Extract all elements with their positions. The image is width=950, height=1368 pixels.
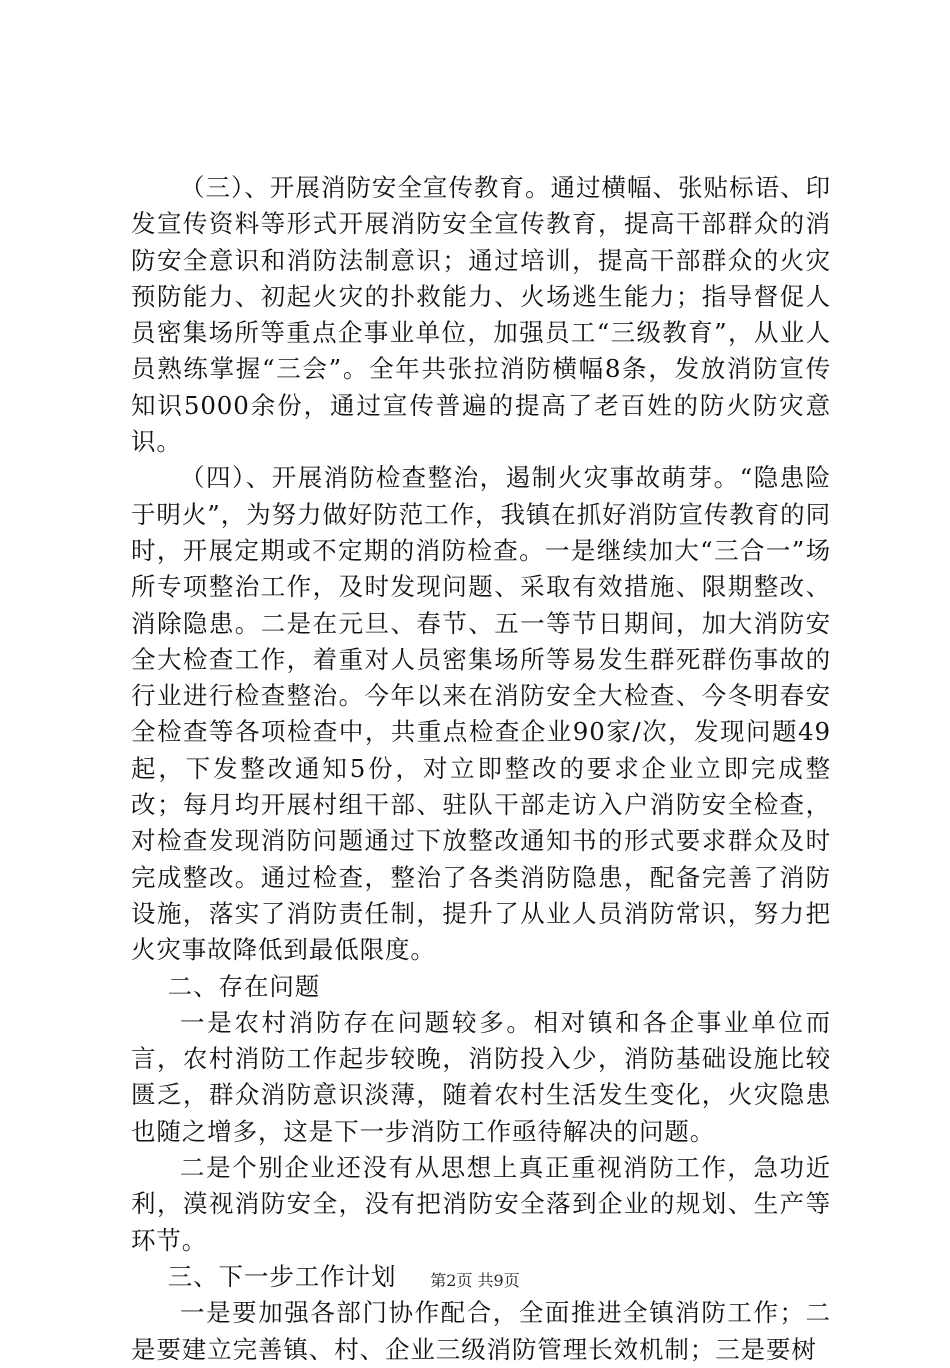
page-footer: 第2页 共9页 — [430, 1271, 520, 1290]
document-body — [131, 170, 831, 1368]
section-heading-next-plan: 三、下一步工作计划 — [167, 1261, 397, 1291]
paragraph-problem-one: 一是农村消防存在问题较多。相对镇和各企事业单位而言，农村消防工作起步较晚，消防投入少，消防基础设施比较匮乏，群众消防意识淡薄，随着农村生活发生变化，火灾隐患也随之增多，这是下一步消防工作亟待解决的问题。 — [131, 1007, 831, 1146]
paragraph-plan-one: 一是要加强各部门协作配合，全面推进全镇消防工作；二是要建立完善镇、村、企业三级消防管理长效机制；三是要树 — [131, 1298, 831, 1364]
paragraph-problem-two: 二是个别企业还没有从思想上真正重视消防工作，急功近利，漠视消防安全，没有把消防安全落到企业的规划、生产等环节。 — [131, 1153, 831, 1255]
paragraph-publicity-education: （三）、开展消防安全宣传教育。通过横幅、张贴标语、印发宣传资料等形式开展消防安全宣传教育，提高干部群众的消防安全意识和消防法制意识；通过培训，提高干部群众的火灾预防能力、初起火灾的扑救能力、火场逃生能力；指导督促人员密集场所等重点企事业单位，加强员工“三级教育”，从业人员熟练掌握“三会”。全年共张拉消防横幅8条，发放消防宣传知识5000余份，通过宣传普遍的提高了老百姓的防火防灾意识。 — [131, 173, 831, 457]
paragraph-inspection-rectification: （四）、开展消防检查整治，遏制火灾事故萌芽。“隐患险于明火”，为努力做好防范工作，我镇在抓好消防宣传教育的同时，开展定期或不定期的消防检查。一是继续加大“三合一”场所专项整治工作，及时发现问题、采取有效措施、限期整改、消除隐患。二是在元旦、春节、五一等节日期间，加大消防安全大检查工作，着重对人员密集场所等易发生群死群伤事故的行业进行检查整治。今年以来在消防安全大检查、今冬明春安全检查等各项检查中，共重点检查企业90家/次，发现问题49起，下发整改通知5份，对立即整改的要求企业立即完成整改；每月均开展村组干部、驻队干部走访入户消防安全检查，对检查发现消防问题通过下放整改通知书的形式要求群众及时完成整改。通过检查，整治了各类消防隐患，配备完善了消防设施，落实了消防责任制，提升了从业人员消防常识，努力把火灾事故降低到最低限度。 — [131, 463, 831, 965]
section-heading-existing-problems: 二、存在问题 — [167, 971, 321, 1001]
